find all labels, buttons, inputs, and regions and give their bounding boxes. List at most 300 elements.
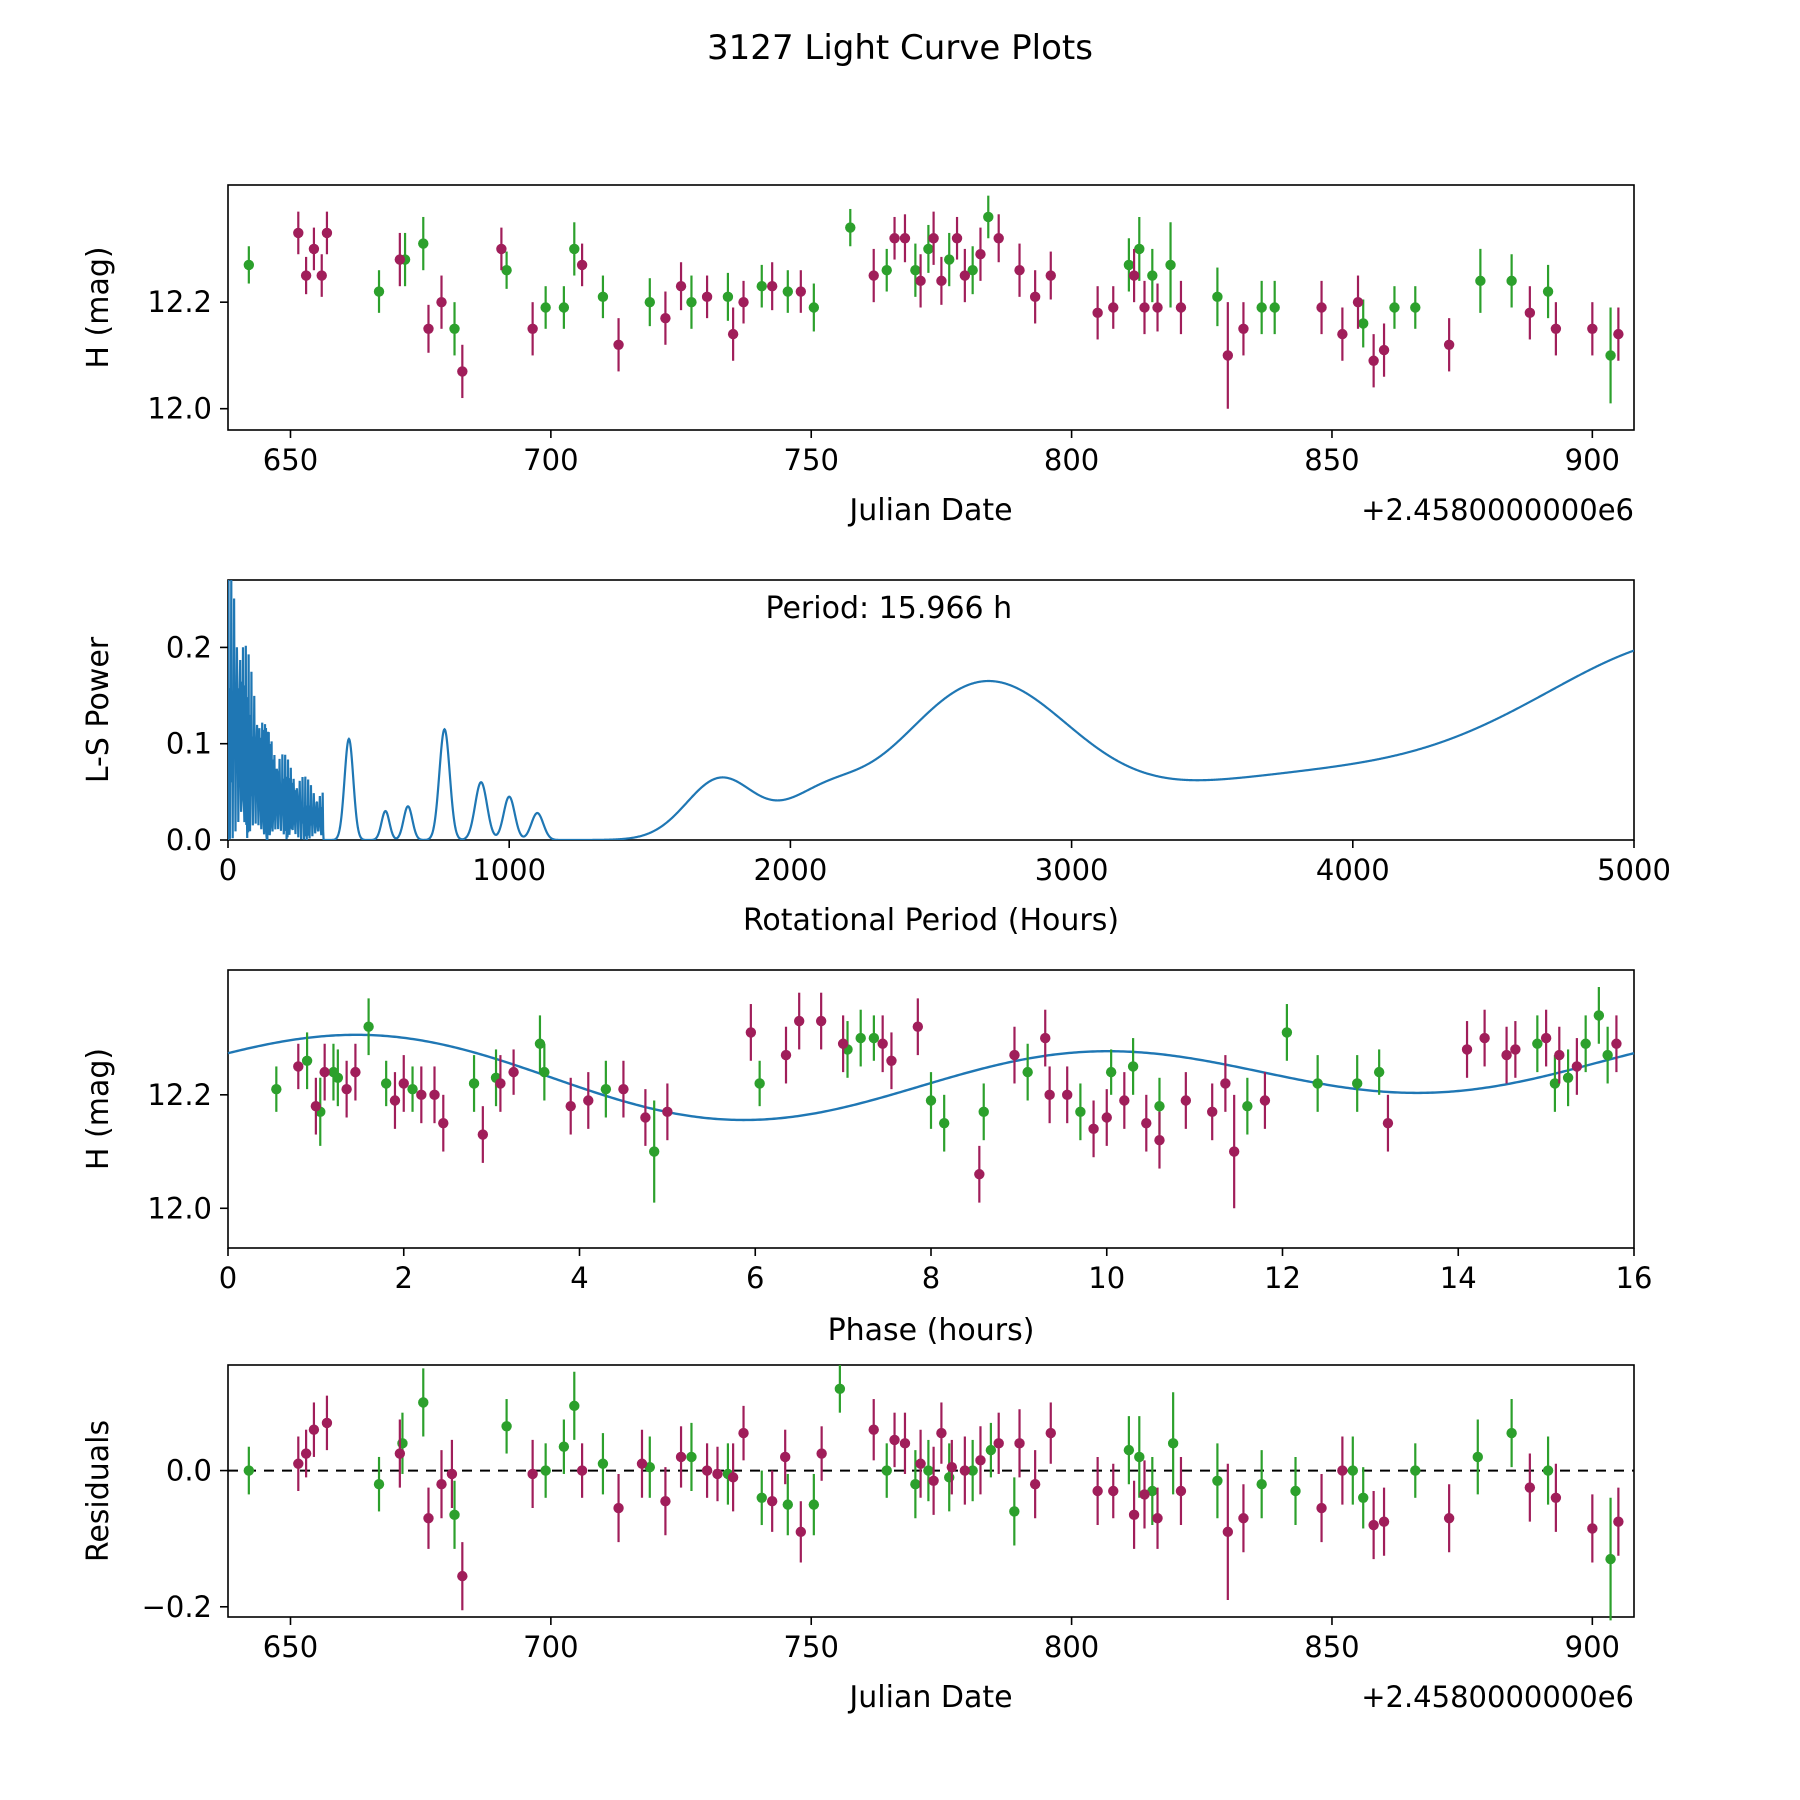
data-point	[952, 233, 962, 243]
data-point	[1587, 324, 1597, 334]
data-point	[395, 254, 405, 264]
x-axis-label: Phase (hours)	[827, 1313, 1035, 1348]
data-point	[1092, 1486, 1102, 1496]
x-tick-label: 750	[783, 1630, 839, 1664]
data-point	[781, 1050, 791, 1060]
data-point	[1128, 1061, 1138, 1071]
data-point	[900, 1438, 910, 1448]
data-point	[910, 265, 920, 275]
data-point	[915, 276, 925, 286]
x-axis-label: Julian Date	[849, 1680, 1013, 1715]
data-point	[1062, 1090, 1072, 1100]
data-point	[407, 1084, 417, 1094]
data-point	[1594, 1010, 1604, 1020]
data-point	[1290, 1486, 1300, 1496]
data-point	[1410, 1465, 1420, 1475]
data-point	[983, 212, 993, 222]
data-point	[577, 1465, 587, 1475]
series-magenta	[293, 212, 1623, 409]
data-point	[341, 1084, 351, 1094]
data-point	[835, 1384, 845, 1394]
data-point	[660, 313, 670, 323]
data-point	[1046, 1428, 1056, 1438]
data-point	[1554, 1050, 1564, 1060]
period-annotation: Period: 15.966 h	[765, 591, 1013, 626]
data-point	[1269, 302, 1279, 312]
data-point	[501, 1421, 511, 1431]
data-point	[1046, 270, 1056, 280]
data-point	[374, 1479, 384, 1489]
data-point	[936, 1428, 946, 1438]
y-tick-label: 0.1	[165, 726, 212, 761]
data-point	[1009, 1050, 1019, 1060]
panel-phase-folded	[0, 960, 1800, 1348]
x-tick-label: 650	[262, 1630, 319, 1664]
data-point	[1212, 292, 1222, 302]
x-tick-label: 6	[746, 1261, 765, 1295]
data-point	[882, 265, 892, 275]
data-point	[1368, 1520, 1378, 1530]
data-point	[923, 244, 933, 254]
data-point	[662, 1107, 672, 1117]
data-point	[1374, 1067, 1384, 1077]
data-point	[374, 286, 384, 296]
data-point	[1525, 308, 1535, 318]
data-point	[317, 270, 327, 280]
data-point	[1551, 324, 1561, 334]
data-point	[869, 270, 879, 280]
data-point	[271, 1084, 281, 1094]
data-point	[601, 1084, 611, 1094]
data-point	[637, 1459, 647, 1469]
data-point	[418, 238, 428, 248]
data-point	[1044, 1090, 1054, 1100]
data-point	[559, 302, 569, 312]
data-point	[746, 1027, 756, 1037]
data-point	[910, 1479, 920, 1489]
data-point	[900, 233, 910, 243]
data-point	[856, 1033, 866, 1043]
x-tick-label: 3000	[1034, 853, 1109, 887]
data-point	[613, 1503, 623, 1513]
data-point	[1358, 318, 1368, 328]
x-tick-label: 750	[783, 443, 839, 477]
y-tick-label: 0.2	[165, 630, 212, 665]
data-point	[640, 1112, 650, 1122]
data-point	[928, 1476, 938, 1486]
data-point	[702, 1465, 712, 1475]
data-point	[928, 233, 938, 243]
data-point	[1501, 1050, 1511, 1060]
data-point	[1124, 1445, 1134, 1455]
data-point	[598, 292, 608, 302]
data-point	[915, 1459, 925, 1469]
x-tick-label: 10	[1088, 1261, 1126, 1295]
data-point	[302, 1056, 312, 1066]
data-point	[1106, 1067, 1116, 1077]
data-point	[738, 297, 748, 307]
x-tick-label: 4000	[1315, 853, 1390, 887]
y-tick-label: 0.0	[165, 1453, 212, 1488]
data-point	[583, 1095, 593, 1105]
data-point	[676, 281, 686, 291]
data-point	[447, 1469, 457, 1479]
data-point	[986, 1445, 996, 1455]
data-point	[1134, 1452, 1144, 1462]
data-point	[399, 1078, 409, 1088]
data-point	[660, 1496, 670, 1506]
data-point	[309, 244, 319, 254]
data-point	[496, 244, 506, 254]
x-tick-label: 850	[1304, 1630, 1360, 1664]
data-point	[1444, 340, 1454, 350]
data-point	[783, 286, 793, 296]
series-magenta	[293, 993, 1622, 1209]
data-point	[309, 1425, 319, 1435]
data-point	[1510, 1044, 1520, 1054]
data-point	[1605, 350, 1615, 360]
data-point	[311, 1101, 321, 1111]
data-point	[1256, 302, 1266, 312]
data-point	[1154, 1135, 1164, 1145]
x-tick-label: 2000	[753, 853, 828, 887]
data-point	[1316, 1503, 1326, 1513]
y-axis-label: H (mag)	[81, 246, 116, 369]
y-tick-label: 0.0	[165, 823, 212, 857]
data-point	[613, 340, 623, 350]
data-point	[1543, 286, 1553, 296]
series-green	[244, 1365, 1616, 1620]
data-point	[1572, 1061, 1582, 1071]
data-point	[767, 281, 777, 291]
data-point	[1543, 1465, 1553, 1475]
panel-residuals	[0, 1355, 1800, 1715]
data-point	[508, 1067, 518, 1077]
data-point	[1541, 1033, 1551, 1043]
data-point	[618, 1084, 628, 1094]
x-axis-offset-label: +2.4580000000e6	[1361, 1680, 1634, 1714]
data-point	[676, 1452, 686, 1462]
data-point	[845, 222, 855, 232]
data-point	[423, 1513, 433, 1523]
data-point	[350, 1067, 360, 1077]
data-point	[712, 1469, 722, 1479]
data-point	[1030, 292, 1040, 302]
data-point	[1075, 1107, 1085, 1117]
x-tick-label: 700	[523, 1630, 579, 1664]
data-point	[1207, 1107, 1217, 1117]
data-point	[889, 233, 899, 243]
data-point	[322, 228, 332, 238]
y-tick-label: 12.2	[147, 1077, 212, 1112]
y-tick-label: 12.0	[147, 1191, 212, 1226]
data-point	[993, 1438, 1003, 1448]
data-point	[1165, 260, 1175, 270]
data-point	[1022, 1067, 1032, 1077]
data-point	[1506, 276, 1516, 286]
x-tick-label: 800	[1043, 1630, 1100, 1664]
data-point	[975, 1455, 985, 1465]
x-tick-label: 800	[1043, 443, 1100, 477]
series-green	[244, 196, 1616, 404]
x-tick-label: 8	[921, 1261, 941, 1295]
data-point	[767, 1496, 777, 1506]
data-point	[1040, 1033, 1050, 1043]
data-point	[926, 1095, 936, 1105]
data-point	[1134, 244, 1144, 254]
data-point	[649, 1146, 659, 1156]
data-point	[1168, 1438, 1178, 1448]
data-point	[429, 1090, 439, 1100]
data-point	[723, 292, 733, 302]
data-point	[418, 1397, 428, 1407]
data-point	[728, 329, 738, 339]
data-point	[333, 1073, 343, 1083]
data-point	[1220, 1078, 1230, 1088]
x-tick-label: 4	[570, 1261, 589, 1295]
data-point	[293, 228, 303, 238]
data-point	[598, 1459, 608, 1469]
data-point	[438, 1118, 448, 1128]
data-point	[1108, 302, 1118, 312]
x-tick-label: 650	[262, 443, 319, 477]
data-point	[979, 1107, 989, 1117]
x-tick-label: 850	[1304, 443, 1360, 477]
data-point	[501, 265, 511, 275]
x-tick-label: 900	[1564, 1630, 1621, 1664]
x-tick-label: 700	[523, 443, 579, 477]
data-point	[780, 1452, 790, 1462]
data-point	[436, 297, 446, 307]
data-point	[816, 1016, 826, 1026]
data-point	[1229, 1146, 1239, 1156]
data-point	[877, 1039, 887, 1049]
data-point	[301, 1448, 311, 1458]
data-point	[936, 276, 946, 286]
data-point	[569, 244, 579, 254]
data-point	[1551, 1493, 1561, 1503]
data-point	[809, 1499, 819, 1509]
x-tick-label: 5000	[1597, 853, 1671, 887]
data-point	[569, 1401, 579, 1411]
data-point	[993, 233, 1003, 243]
data-point	[869, 1033, 879, 1043]
data-point	[1337, 1465, 1347, 1475]
data-point	[975, 249, 985, 259]
data-point	[1282, 1027, 1292, 1037]
data-point	[478, 1129, 488, 1139]
data-point	[381, 1078, 391, 1088]
x-tick-label: 14	[1439, 1261, 1477, 1295]
data-point	[1014, 1438, 1024, 1448]
data-point	[944, 254, 954, 264]
data-point	[449, 324, 459, 334]
data-point	[645, 297, 655, 307]
data-point	[1462, 1044, 1472, 1054]
data-point	[728, 1472, 738, 1482]
data-point	[527, 1469, 537, 1479]
data-point	[960, 270, 970, 280]
data-point	[1379, 1516, 1389, 1526]
data-point	[1256, 1479, 1266, 1489]
data-point	[577, 260, 587, 270]
data-point	[757, 1493, 767, 1503]
panel-light-curve	[0, 175, 1800, 528]
data-point	[913, 1022, 923, 1032]
x-tick-label: 1000	[472, 853, 547, 887]
data-point	[796, 286, 806, 296]
data-point	[1613, 1516, 1623, 1526]
data-point	[540, 1465, 550, 1475]
figure-title: 3127 Light Curve Plots	[707, 28, 1093, 68]
data-point	[1475, 276, 1485, 286]
x-tick-label: 16	[1615, 1261, 1653, 1295]
data-point	[244, 1465, 254, 1475]
data-point	[754, 1078, 764, 1088]
data-point	[1383, 1118, 1393, 1128]
data-point	[395, 1448, 405, 1458]
series-magenta	[293, 1396, 1623, 1611]
data-point	[1613, 329, 1623, 339]
data-point	[1154, 1101, 1164, 1111]
data-point	[1238, 324, 1248, 334]
data-point	[1410, 302, 1420, 312]
data-point	[363, 1022, 373, 1032]
data-point	[416, 1090, 426, 1100]
data-point	[1088, 1124, 1098, 1134]
panel-periodogram	[0, 570, 1800, 938]
x-tick-label: 12	[1264, 1261, 1301, 1295]
axes-frame	[228, 1365, 1634, 1617]
data-point	[1587, 1523, 1597, 1533]
data-point	[757, 281, 767, 291]
data-point	[469, 1078, 479, 1088]
data-point	[1353, 297, 1363, 307]
data-point	[390, 1095, 400, 1105]
data-point	[686, 1452, 696, 1462]
data-point	[1352, 1078, 1362, 1088]
data-point	[960, 1465, 970, 1475]
data-point	[559, 1442, 569, 1452]
data-point	[1223, 350, 1233, 360]
data-point	[1602, 1050, 1612, 1060]
data-point	[436, 1479, 446, 1489]
data-point	[1473, 1452, 1483, 1462]
data-point	[1212, 1476, 1222, 1486]
data-point	[319, 1067, 329, 1077]
data-point	[540, 302, 550, 312]
data-point	[939, 1118, 949, 1128]
data-point	[947, 1462, 957, 1472]
data-point	[702, 292, 712, 302]
data-point	[1119, 1095, 1129, 1105]
data-point	[244, 260, 254, 270]
y-axis-label: L-S Power	[81, 636, 116, 784]
data-point	[1525, 1482, 1535, 1492]
data-point	[1141, 1118, 1151, 1128]
data-point	[1312, 1078, 1322, 1088]
data-point	[1176, 302, 1186, 312]
x-tick-label: 0	[218, 853, 238, 887]
y-tick-label: 12.0	[147, 391, 212, 426]
y-tick-label: 12.2	[147, 285, 212, 320]
data-point	[1348, 1465, 1358, 1475]
data-point	[886, 1056, 896, 1066]
data-point	[457, 366, 467, 376]
data-point	[457, 1571, 467, 1581]
x-axis-label: Rotational Period (Hours)	[742, 903, 1120, 938]
data-point	[869, 1425, 879, 1435]
data-point	[1506, 1428, 1516, 1438]
data-point	[838, 1039, 848, 1049]
data-point	[1532, 1039, 1542, 1049]
data-point	[1152, 302, 1162, 312]
axes-frame	[228, 185, 1634, 430]
data-point	[423, 324, 433, 334]
data-point	[293, 1061, 303, 1071]
data-point	[1242, 1101, 1252, 1111]
data-point	[293, 1459, 303, 1469]
data-point	[1563, 1073, 1573, 1083]
data-point	[301, 270, 311, 280]
data-point	[322, 1418, 332, 1428]
y-tick-label: −0.2	[141, 1589, 212, 1624]
data-point	[527, 324, 537, 334]
data-point	[1580, 1039, 1590, 1049]
data-point	[974, 1169, 984, 1179]
data-point	[1129, 270, 1139, 280]
x-tick-label: 2	[394, 1261, 413, 1295]
data-point	[809, 302, 819, 312]
data-point	[923, 1465, 933, 1475]
data-point	[1014, 265, 1024, 275]
data-point	[1337, 329, 1347, 339]
data-point	[1147, 270, 1157, 280]
x-tick-label: 900	[1564, 443, 1621, 477]
data-point	[449, 1510, 459, 1520]
data-point	[1152, 1513, 1162, 1523]
data-point	[495, 1078, 505, 1088]
data-point	[1108, 1486, 1118, 1496]
data-point	[738, 1428, 748, 1438]
data-point	[1260, 1095, 1270, 1105]
data-point	[783, 1499, 793, 1509]
x-axis-offset-label: +2.4580000000e6	[1361, 493, 1634, 527]
data-point	[796, 1527, 806, 1537]
data-point	[1223, 1527, 1233, 1537]
data-point	[1389, 302, 1399, 312]
data-point	[1176, 1486, 1186, 1496]
data-point	[1181, 1095, 1191, 1105]
x-tick-label: 0	[218, 1261, 238, 1295]
data-point	[1139, 302, 1149, 312]
data-point	[1124, 260, 1134, 270]
data-point	[1316, 302, 1326, 312]
data-point	[1102, 1112, 1112, 1122]
data-point	[1092, 308, 1102, 318]
data-point	[1605, 1554, 1615, 1564]
y-axis-label: Residuals	[81, 1419, 116, 1563]
x-axis-label: Julian Date	[849, 493, 1013, 528]
data-point	[882, 1465, 892, 1475]
data-point	[566, 1101, 576, 1111]
data-point	[1444, 1513, 1454, 1523]
data-point	[794, 1016, 804, 1026]
data-point	[889, 1435, 899, 1445]
data-point	[1129, 1510, 1139, 1520]
data-point	[1479, 1033, 1489, 1043]
data-point	[1009, 1506, 1019, 1516]
